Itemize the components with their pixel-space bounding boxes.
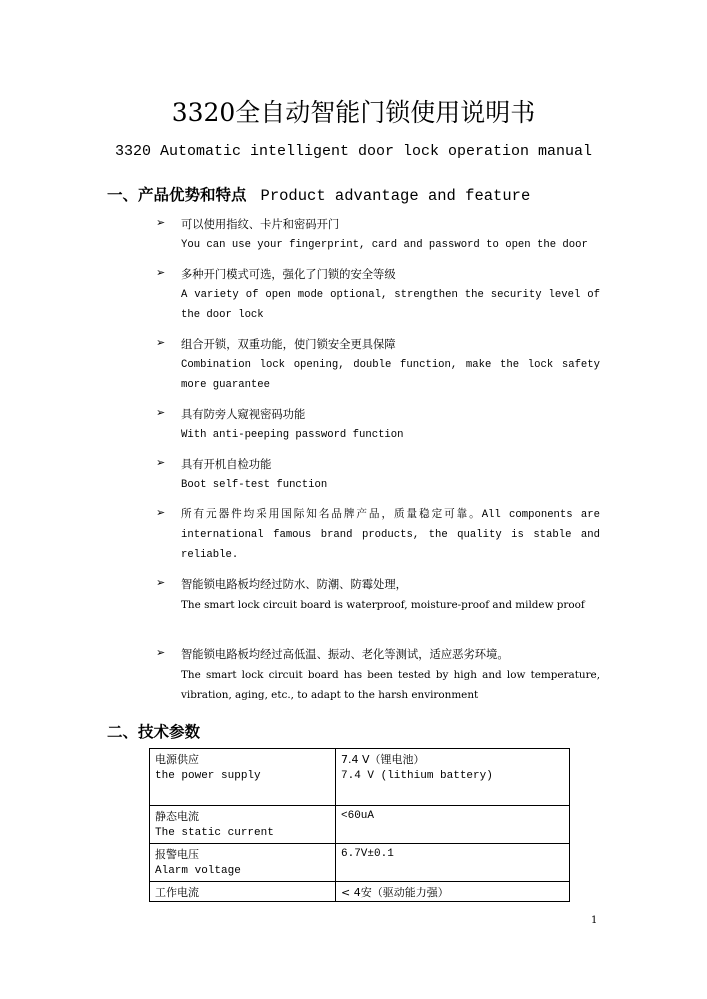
- bullet-arrow-icon: ➢: [156, 266, 166, 279]
- feature-text-en: The smart lock circuit board is waterproof, moisture-proof and mildew proof: [181, 599, 585, 611]
- list-item: [0, 645, 707, 715]
- feature-text-mixed: 所有元器件均采用国际知名品牌产品，质量稳定可靠。All components are international famous brand products, the quality is stable and reliable.: [181, 509, 600, 561]
- bullet-arrow-icon: ➢: [156, 336, 166, 349]
- feature-text-cn: 智能锁电路板均经过防水、防潮、防霉处理，: [181, 578, 407, 591]
- table-row: [150, 882, 570, 902]
- table-cell-name: [150, 806, 336, 844]
- table-cell-name: [150, 749, 336, 806]
- feature-text-cn: 具有开机自检功能: [181, 458, 272, 471]
- table-row: [150, 844, 570, 882]
- table-cell-value: [336, 844, 570, 882]
- table-cell-name: [150, 844, 336, 882]
- bullet-arrow-icon: ➢: [156, 646, 166, 659]
- feature-list: [0, 215, 707, 715]
- list-item: [0, 405, 707, 455]
- bullet-arrow-icon: ➢: [156, 216, 166, 229]
- section-heading-features: [107, 183, 530, 205]
- table-cell-value: [336, 749, 570, 806]
- list-item: [0, 335, 707, 405]
- param-name-cn: 工作电流: [155, 886, 199, 899]
- param-value: < 4安（驱动能力强）: [341, 886, 449, 899]
- feature-text-cn: 智能锁电路板均经过高低温、振动、老化等测试，适应恶劣环境。: [181, 648, 509, 661]
- feature-text-cn: 组合开锁，双重功能，使门锁安全更具保障: [181, 338, 396, 351]
- param-value: 7.4 V（锂电池）: [341, 753, 425, 766]
- param-value: 6.7V±0.1: [341, 848, 394, 860]
- feature-text-en: You can use your fingerprint, card and password to open the door: [181, 239, 588, 251]
- param-name-en: the power supply: [155, 770, 261, 782]
- param-name-cn: 报警电压: [155, 848, 199, 861]
- bullet-arrow-icon: ➢: [156, 506, 166, 519]
- page-number: 1: [591, 915, 598, 926]
- feature-text-en: A variety of open mode optional, strengthen the security level of the door lock: [181, 289, 600, 321]
- list-item: [0, 455, 707, 505]
- table-row: [150, 749, 570, 806]
- list-item: [0, 505, 707, 575]
- list-item: [0, 215, 707, 265]
- feature-text-en: Combination lock opening, double function, make the lock safety more guarantee: [181, 359, 600, 391]
- list-item: [0, 265, 707, 335]
- feature-text-cn: 具有防旁人窥视密码功能: [181, 408, 306, 421]
- specs-table: [149, 748, 570, 902]
- param-name-cn: 静态电流: [155, 810, 199, 823]
- bullet-arrow-icon: ➢: [156, 576, 166, 589]
- section-heading-specs: [107, 720, 200, 742]
- feature-text-en: The smart lock circuit board has been tested by high and low temperature, vibration, aging, etc., to adapt to the harsh environment: [181, 669, 600, 701]
- list-item: [0, 575, 707, 645]
- feature-text-en: With anti-peeping password function: [181, 429, 404, 441]
- title-english: 3320 Automatic intelligent door lock operation manual: [114, 143, 593, 160]
- param-value: <60uA: [341, 810, 375, 822]
- param-name-en: Alarm voltage: [155, 865, 241, 877]
- feature-text-cn: 多种开门模式可选，强化了门锁的安全等级: [181, 268, 396, 281]
- table-cell-name: [150, 882, 336, 902]
- bullet-arrow-icon: ➢: [156, 456, 166, 469]
- table-cell-value: [336, 882, 570, 902]
- param-value-en: 7.4 V (lithium battery): [341, 770, 493, 782]
- table-cell-value: [336, 806, 570, 844]
- section-heading-features-en: Product advantage and feature: [260, 187, 531, 205]
- section-heading-specs-cn: 二、技术参数: [107, 723, 201, 741]
- title-chinese: 3320全自动智能门锁使用说明书: [171, 98, 536, 127]
- feature-text-cn: 可以使用指纹、卡片和密码开门: [181, 218, 340, 231]
- table-row: [150, 806, 570, 844]
- bullet-arrow-icon: ➢: [156, 406, 166, 419]
- param-name-en: The static current: [155, 827, 274, 839]
- param-name-cn: 电源供应: [155, 753, 199, 766]
- feature-text-en: Boot self-test function: [181, 479, 328, 491]
- section-heading-features-cn: 一、产品优势和特点: [107, 186, 247, 204]
